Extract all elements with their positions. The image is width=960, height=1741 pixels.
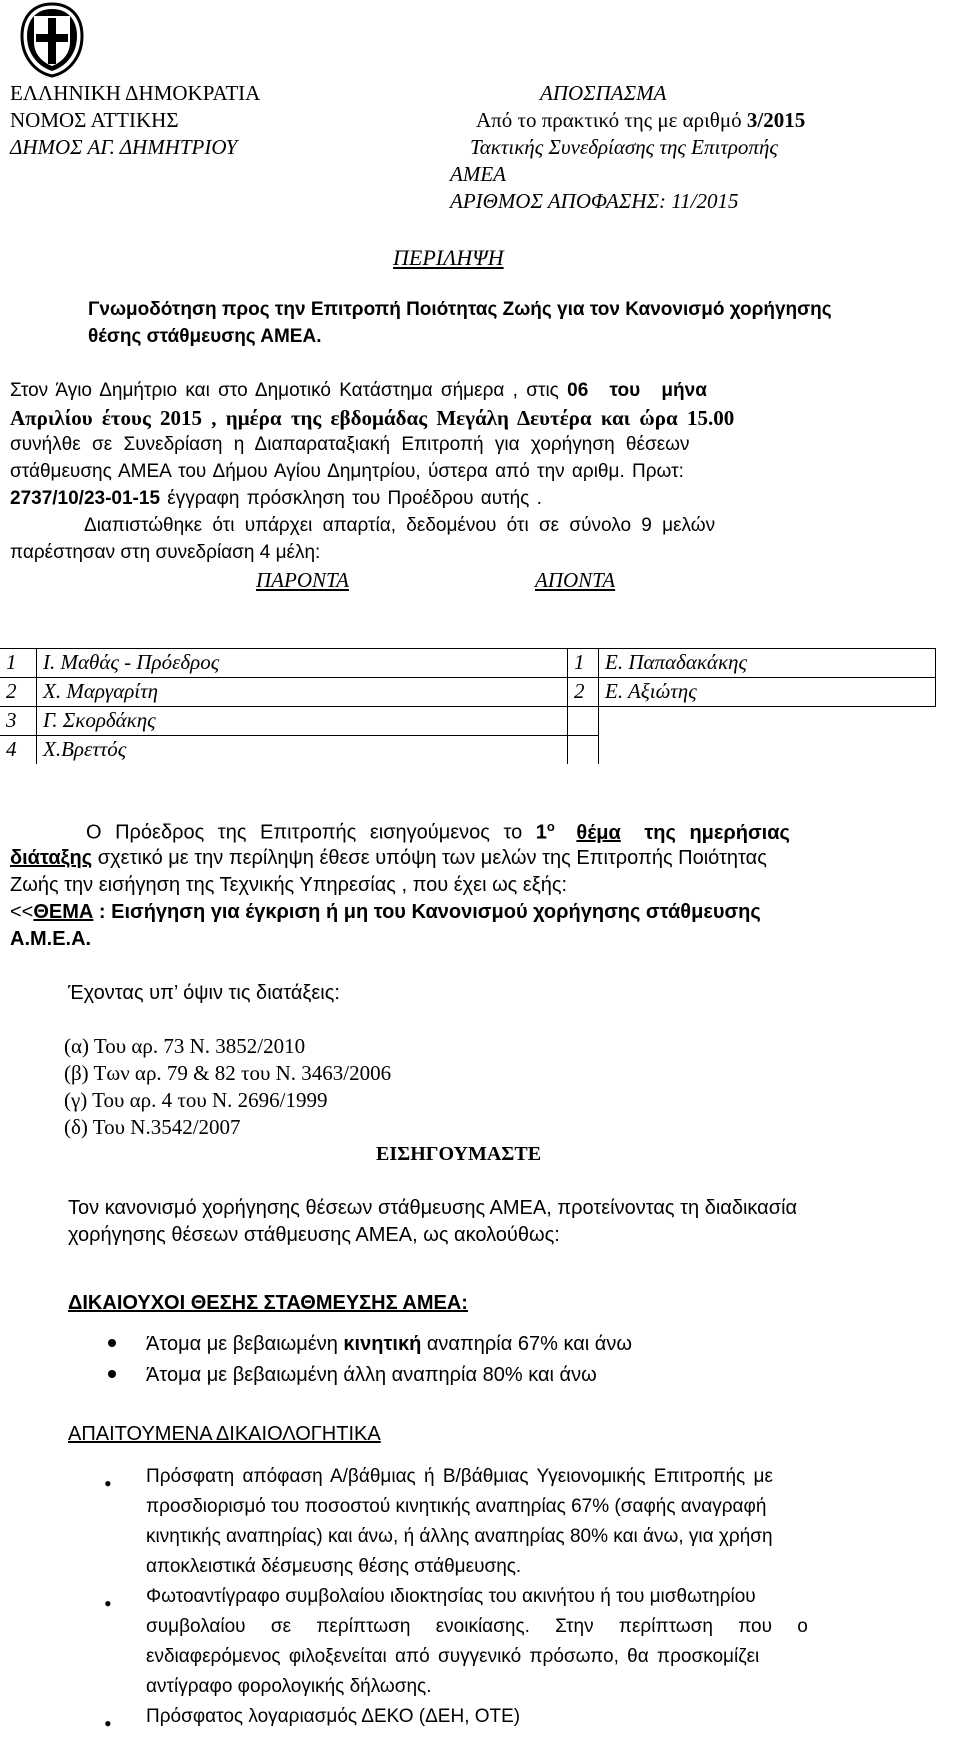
absent-member: Ε. Αξιώτης (599, 678, 936, 707)
body-line-1: Ο Πρόεδρος της Επιτροπής εισηγούμενος το $1^o$ θέμα της ημερήσιας (86, 819, 790, 844)
summary-line-2: θέσης στάθμευσης ΑΜΕΑ. (88, 326, 322, 347)
document-item-line: ενδιαφερόμενος φιλοξενείται από συγγενικό πρόσωπο, θα προσκομίζει (146, 1646, 760, 1667)
extract-title: ΑΠΟΣΠΑΣΜΑ (540, 81, 667, 105)
bullet-icon: • (104, 1471, 112, 1496)
absent-member: Ε. Παπαδακάκης (599, 649, 936, 678)
greek-coat-of-arms-icon (14, 2, 90, 78)
intro-line-5: 2737/10/23-01-15 έγγραφη πρόσκληση του Προέδρου αυτής . (10, 488, 542, 509)
absent-member (599, 736, 936, 765)
document-item-line: Πρόσφατη απόφαση Α/βάθμιας ή Β/βάθμιας Υγειονομικής Επιτροπής με (146, 1466, 773, 1487)
bullet-icon: • (104, 1591, 112, 1616)
table-row (0, 707, 936, 736)
intro-line-7: παρέστησαν στη συνεδρίαση 4 μέλη: (10, 542, 321, 563)
law-item: (β) Των αρ. 79 & 82 του Ν. 3463/2006 (64, 1061, 392, 1085)
law-item: (γ) Του αρ. 4 του Ν. 2696/1999 (64, 1088, 328, 1112)
document-item-line: Φωτοαντίγραφο συμβολαίου ιδιοκτησίας του ακινήτου ή του μισθωτηρίου (146, 1586, 756, 1607)
present-member: Χ. Μαργαρίτη (37, 678, 568, 707)
absent-number (568, 736, 599, 765)
absent-number: 2 (568, 678, 599, 707)
absent-number (568, 707, 599, 736)
subject-line: <<ΘΕΜΑ : Εισήγηση για έγκριση ή μη του Κανονισμού χορήγησης στάθμευσης (10, 901, 761, 923)
present-member: Γ. Σκορδάκης (37, 707, 568, 736)
republic-label: ΕΛΛΗΝΙΚΗ ΔΗΜΟΚΡΑΤΙΑ (10, 81, 261, 105)
beneficiary-item: Άτομα με βεβαιωμένη κινητική αναπηρία 67% και άνω (108, 1331, 632, 1358)
present-number: 4 (0, 736, 37, 765)
absent-member (599, 707, 936, 736)
intro-line-1: Στον Άγιο Δημήτριο και στο Δημοτικό Κατάστημα σήμερα , στις 06 του μήνα (10, 380, 707, 401)
body-line-3: Ζωής την εισήγηση της Τεχνικής Υπηρεσίας , που έχει ως εξής: (10, 874, 568, 896)
municipality-label: ΔΗΜΟΣ ΑΓ. ΔΗΜΗΤΡΙΟΥ (10, 135, 238, 159)
document-item-line: αντίγραφο φορολογικής δήλωσης. (146, 1676, 432, 1697)
present-number: 3 (0, 707, 37, 736)
beneficiary-item: Άτομα με βεβαιωμένη άλλη αναπηρία 80% και άνω (108, 1362, 597, 1389)
absent-header: ΑΠΟΝΤΑ (535, 568, 616, 592)
prefecture-label: ΝΟΜΟΣ ΑΤΤΙΚΗΣ (10, 108, 179, 132)
law-item: (δ) Του Ν.3542/2007 (64, 1115, 241, 1139)
present-number: 1 (0, 649, 37, 678)
minutes-number: Από το πρακτικό της με αριθμό 3/2015 (476, 108, 806, 132)
present-header: ΠΑΡΟΝΤΑ (256, 568, 349, 592)
proposal-heading: ΕΙΣΗΓΟΥΜΑΣΤΕ (376, 1143, 542, 1165)
document-item-line: αποκλειστικά δέσμευσης θέσης στάθμευσης. (146, 1556, 522, 1577)
provisions-intro: Έχοντας υπ’ όψιν τις διατάξεις: (68, 982, 340, 1004)
absent-number: 1 (568, 649, 599, 678)
intro-line-2: Απριλίου έτους 2015 , ημέρα της εβδομάδας Μεγάλη Δευτέρα και ώρα 15.00 (10, 406, 735, 430)
bullet-icon (108, 1370, 116, 1378)
beneficiaries-title: ΔΙΚΑΙΟΥΧΟΙ ΘΕΣΗΣ ΣΤΑΘΜΕΥΣΗΣ ΑΜΕΑ: (68, 1292, 468, 1314)
present-member: Χ.Βρεττός (37, 736, 568, 765)
subject-end: Α.Μ.Ε.Α. (10, 928, 92, 950)
table-row (0, 736, 936, 765)
present-member: Ι. Μαθάς - Πρόεδρος (37, 649, 568, 678)
bullet-icon (108, 1339, 116, 1347)
decision-number: ΑΡΙΘΜΟΣ ΑΠΟΦΑΣΗΣ: 11/2015 (450, 189, 739, 213)
session-type: Τακτικής Συνεδρίασης της Επιτροπής (470, 135, 778, 159)
document-item-line: προσδιορισμό του ποσοστού κινητικής αναπηρίας 67% (σαφής αναγραφή (146, 1496, 767, 1517)
regulation-line-2: χορήγησης θέσεων στάθμευσης ΑΜΕΑ, ως ακολούθως: (68, 1224, 560, 1246)
regulation-line-1: Τον κανονισμό χορήγησης θέσεων στάθμευσης ΑΜΕΑ, προτείνοντας τη διαδικασία (68, 1197, 798, 1219)
intro-line-4: στάθμευσης ΑΜΕΑ του Δήμου Αγίου Δημητρίου, ύστερα από την αριθμ. Πρωτ: (10, 461, 684, 482)
present-number: 2 (0, 678, 37, 707)
body-line-2: διάταξης σχετικό με την περίληψη έθεσε υπόψη των μελών της Επιτροπής Ποιότητας (10, 847, 767, 869)
bullet-icon: • (104, 1711, 112, 1736)
summary-title: ΠΕΡΙΛΗΨΗ (393, 245, 504, 270)
summary-line-1: Γνωμοδότηση προς την Επιτροπή Ποιότητας Ζωής για τον Κανονισμό χορήγησης (88, 299, 832, 320)
committee-name: ΑΜΕΑ (450, 162, 506, 186)
documents-title: ΑΠΑΙΤΟΥΜΕΝΑ ΔΙΚΑΙΟΛΟΓΗΤΙΚΑ (68, 1423, 381, 1445)
table-row (0, 678, 936, 707)
intro-line-3: συνήλθε σε Συνεδρίαση η Διαπαραταξιακή Επιτροπή για χορήγηση θέσεων (10, 434, 690, 455)
document-item-line: κινητικής αναπηρίας) και άνω, ή άλλης αναπηρίας 80% και άνω, για χρήση (146, 1526, 773, 1547)
law-item: (α) Του αρ. 73 Ν. 3852/2010 (64, 1034, 306, 1058)
document-item-line: συμβολαίου σε περίπτωση ενοικίασης. Στην περίπτωση που ο (146, 1616, 808, 1637)
document-item-line: Πρόσφατος λογαριασμός ΔΕΚΟ (ΔΕΗ, ΟΤΕ) (146, 1706, 521, 1727)
table-row (0, 649, 936, 678)
attendance-table (0, 648, 936, 764)
intro-line-6: Διαπιστώθηκε ότι υπάρχει απαρτία, δεδομένου ότι σε σύνολο 9 μελών (84, 515, 716, 536)
